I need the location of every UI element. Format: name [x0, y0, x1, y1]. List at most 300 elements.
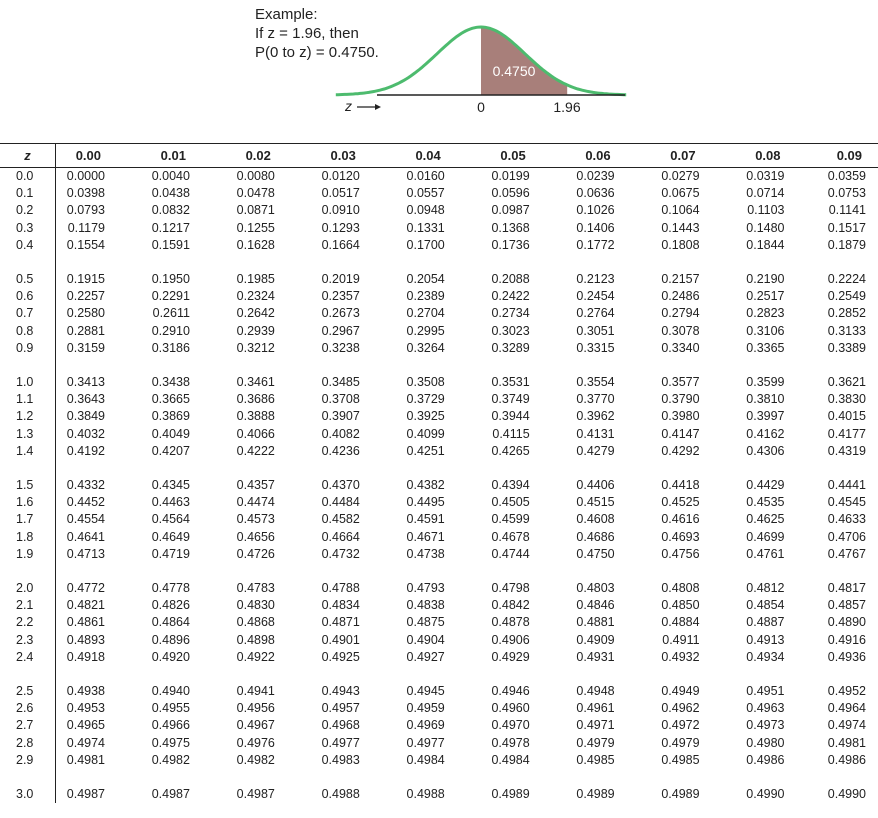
table-row [0, 391, 878, 408]
probability-cell: 0.4989 [661, 787, 700, 802]
probability-cell: 0.1736 [491, 237, 530, 252]
probability-cell: 0.4932 [661, 649, 700, 664]
table-row [0, 340, 878, 357]
probability-cell: 0.2190 [746, 272, 785, 287]
probability-cell: 0.4875 [406, 615, 445, 630]
probability-cell: 0.4884 [661, 615, 700, 630]
z-value-cell: 1.5 [0, 477, 56, 494]
spacer-cell [311, 254, 396, 271]
probability-cell: 0.4982 [151, 752, 190, 767]
spacer-cell [0, 357, 56, 374]
probability-cell: 0.1179 [67, 220, 105, 235]
probability-cell: 0.3264 [406, 340, 445, 355]
spacer-cell [56, 666, 142, 683]
probability-cell: 0.4898 [236, 632, 275, 647]
table-row [0, 683, 878, 700]
z-value-cell: 1.9 [0, 546, 56, 563]
probability-cell: 0.4964 [827, 701, 866, 716]
probability-cell: 0.1103 [747, 203, 785, 218]
spacer-cell [396, 460, 481, 477]
probability-cell: 0.3665 [151, 392, 190, 407]
z-value-cell: 0.4 [0, 237, 56, 254]
table-row [0, 614, 878, 631]
probability-cell: 0.0948 [406, 203, 445, 218]
probability-cell: 0.4788 [321, 581, 360, 596]
probability-cell: 0.4484 [321, 495, 360, 510]
spacer-cell [0, 666, 56, 683]
probability-cell: 0.4959 [406, 701, 445, 716]
probability-cell: 0.0793 [66, 203, 105, 218]
probability-cell: 0.4664 [321, 529, 360, 544]
probability-cell: 0.4505 [491, 495, 530, 510]
table-row [0, 511, 878, 528]
probability-cell: 0.4838 [406, 598, 445, 613]
probability-cell: 0.2823 [746, 306, 785, 321]
probability-cell: 0.4015 [827, 409, 866, 424]
probability-cell: 0.4962 [661, 701, 700, 716]
spacer-cell [311, 357, 396, 374]
probability-cell: 0.4990 [746, 787, 785, 802]
probability-cell: 0.3577 [661, 375, 700, 390]
probability-cell: 0.4641 [66, 529, 105, 544]
probability-cell: 0.4943 [321, 684, 360, 699]
probability-cell: 0.2852 [827, 306, 866, 321]
probability-cell: 0.4131 [576, 426, 615, 441]
probability-cell: 0.4878 [491, 615, 530, 630]
probability-cell: 0.4881 [576, 615, 615, 630]
probability-cell: 0.2734 [491, 306, 530, 321]
spacer-cell [56, 357, 142, 374]
probability-cell: 0.4678 [491, 529, 530, 544]
spacer-cell [651, 357, 736, 374]
probability-cell: 0.0398 [66, 186, 105, 201]
spacer-cell [226, 357, 311, 374]
z-axis-label: z [345, 98, 352, 114]
probability-cell: 0.4976 [236, 735, 275, 750]
probability-cell: 0.4987 [236, 787, 275, 802]
z-value-cell: 1.2 [0, 408, 56, 425]
spacer-cell [141, 563, 226, 580]
z-value-cell: 2.5 [0, 683, 56, 700]
spacer-cell [481, 460, 566, 477]
probability-cell: 0.0832 [151, 203, 190, 218]
example-condition-text: If z = 1.96, then [255, 25, 359, 42]
probability-cell: 0.4834 [321, 598, 360, 613]
probability-cell: 0.1141 [828, 203, 866, 218]
probability-cell: 0.1443 [661, 220, 700, 235]
probability-cell: 0.4671 [406, 529, 445, 544]
probability-cell: 0.4846 [576, 598, 615, 613]
probability-cell: 0.4783 [236, 581, 275, 596]
spacer-cell [651, 254, 736, 271]
probability-cell: 0.4474 [236, 495, 275, 510]
probability-cell: 0.3186 [151, 340, 190, 355]
probability-cell: 0.4066 [236, 426, 275, 441]
table-row [0, 271, 878, 288]
probability-cell: 0.4756 [661, 546, 700, 561]
probability-cell: 0.4901 [321, 632, 360, 647]
probability-cell: 0.4049 [151, 426, 190, 441]
probability-cell: 0.0871 [236, 203, 275, 218]
probability-cell: 0.4957 [321, 701, 360, 716]
probability-cell: 0.3051 [576, 323, 615, 338]
table-row [0, 632, 878, 649]
probability-cell: 0.4988 [406, 787, 445, 802]
spacer-cell [396, 769, 481, 786]
probability-cell: 0.4345 [151, 478, 190, 493]
spacer-cell [821, 357, 878, 374]
probability-cell: 0.0359 [827, 169, 866, 183]
probability-cell: 0.4582 [321, 512, 360, 527]
probability-cell: 0.4236 [321, 443, 360, 458]
probability-cell: 0.2123 [576, 272, 615, 287]
z-value-cell: 2.7 [0, 717, 56, 734]
probability-cell: 0.1700 [406, 237, 445, 252]
probability-cell: 0.0319 [746, 169, 785, 183]
probability-cell: 0.4960 [491, 701, 530, 716]
z-table [0, 143, 878, 803]
example-result: P(0 to z) = 0.4750. [255, 44, 379, 61]
header-row [0, 144, 878, 168]
z-value-cell: 2.6 [0, 700, 56, 717]
probability-cell: 0.4864 [151, 615, 190, 630]
z-value-cell: 0.1 [0, 185, 56, 202]
probability-cell: 0.0040 [151, 169, 190, 183]
probability-cell: 0.2224 [827, 272, 866, 287]
probability-cell: 0.4904 [406, 632, 445, 647]
spacer-cell [226, 563, 311, 580]
probability-cell: 0.0753 [827, 186, 866, 201]
z-value-cell: 1.3 [0, 426, 56, 443]
probability-cell: 0.0120 [321, 169, 360, 183]
probability-cell: 0.4251 [406, 443, 445, 458]
probability-cell: 0.4984 [491, 752, 530, 767]
normal-curve-figure [0, 0, 878, 130]
probability-cell: 0.4744 [491, 546, 530, 561]
probability-cell: 0.4115 [492, 426, 530, 441]
probability-cell: 0.4625 [746, 512, 785, 527]
z-value-cell: 0.7 [0, 305, 56, 322]
probability-cell: 0.4693 [661, 529, 700, 544]
probability-cell: 0.4931 [576, 649, 615, 664]
probability-cell: 0.3907 [321, 409, 360, 424]
probability-cell: 0.1628 [236, 237, 275, 252]
table-row [0, 717, 878, 734]
probability-cell: 0.3849 [66, 409, 105, 424]
probability-cell: 0.0438 [151, 186, 190, 201]
probability-cell: 0.2642 [236, 306, 275, 321]
spacer-cell [566, 666, 651, 683]
table-row [0, 752, 878, 769]
probability-cell: 0.4978 [491, 735, 530, 750]
table-row [0, 494, 878, 511]
probability-cell: 0.3106 [746, 323, 785, 338]
probability-cell: 0.4925 [321, 649, 360, 664]
probability-cell: 0.4981 [827, 735, 866, 750]
probability-cell: 0.2324 [236, 289, 275, 304]
probability-cell: 0.4545 [827, 495, 866, 510]
probability-cell: 0.3997 [746, 409, 785, 424]
probability-cell: 0.3962 [576, 409, 615, 424]
probability-cell: 0.1808 [661, 237, 700, 252]
probability-cell: 0.3749 [491, 392, 530, 407]
column-header: 0.05 [481, 144, 566, 168]
probability-cell: 0.2517 [746, 289, 785, 304]
column-header: 0.01 [141, 144, 226, 168]
probability-cell: 0.4147 [661, 426, 700, 441]
spacer-cell [651, 460, 736, 477]
probability-cell: 0.0596 [491, 186, 530, 201]
table-row [0, 323, 878, 340]
probability-cell: 0.2764 [576, 306, 615, 321]
probability-cell: 0.4826 [151, 598, 190, 613]
probability-cell: 0.2939 [236, 323, 275, 338]
probability-cell: 0.4979 [576, 735, 615, 750]
probability-cell: 0.3686 [236, 392, 275, 407]
probability-cell: 0.4940 [151, 684, 190, 699]
probability-cell: 0.3133 [827, 323, 866, 338]
spacer-cell [736, 666, 821, 683]
probability-cell: 0.4983 [321, 752, 360, 767]
probability-cell: 0.1480 [746, 220, 785, 235]
probability-cell: 0.4868 [236, 615, 275, 630]
group-spacer [0, 357, 878, 374]
probability-cell: 0.2422 [491, 289, 530, 304]
area-label: 0.4750 [492, 63, 536, 79]
probability-cell: 0.1517 [827, 220, 866, 235]
probability-cell: 0.3729 [406, 392, 445, 407]
probability-cell: 0.3830 [827, 392, 866, 407]
probability-cell: 0.4738 [406, 546, 445, 561]
table-row [0, 220, 878, 237]
probability-cell: 0.4726 [236, 546, 275, 561]
probability-cell: 0.1879 [827, 237, 866, 252]
probability-cell: 0.2995 [406, 323, 445, 338]
spacer-cell [0, 563, 56, 580]
probability-cell: 0.3159 [66, 340, 105, 355]
probability-cell: 0.4292 [661, 443, 700, 458]
probability-cell: 0.4761 [746, 546, 785, 561]
probability-cell: 0.4649 [151, 529, 190, 544]
probability-cell: 0.3980 [661, 409, 700, 424]
spacer-cell [566, 460, 651, 477]
probability-cell: 0.3770 [576, 392, 615, 407]
probability-cell: 0.4985 [576, 752, 615, 767]
probability-cell: 0.4812 [746, 581, 785, 596]
z-value-cell: 2.3 [0, 632, 56, 649]
spacer-cell [56, 460, 142, 477]
spacer-cell [736, 460, 821, 477]
spacer-cell [141, 666, 226, 683]
probability-cell: 0.3790 [661, 392, 700, 407]
probability-cell: 0.2580 [66, 306, 105, 321]
group-spacer [0, 254, 878, 271]
probability-cell: 0.4922 [236, 649, 275, 664]
probability-cell: 0.0239 [576, 169, 615, 183]
spacer-cell [226, 254, 311, 271]
table-row [0, 408, 878, 425]
probability-cell: 0.4989 [491, 787, 530, 802]
probability-cell: 0.4495 [406, 495, 445, 510]
spacer-cell [56, 563, 142, 580]
probability-cell: 0.4951 [746, 684, 785, 699]
z-value-cell: 0.2 [0, 202, 56, 219]
probability-cell: 0.4706 [827, 529, 866, 544]
column-header: 0.03 [311, 144, 396, 168]
probability-cell: 0.4974 [66, 735, 105, 750]
probability-cell: 0.4418 [661, 478, 700, 493]
z-value-cell: 2.4 [0, 649, 56, 666]
probability-cell: 0.3365 [746, 340, 785, 355]
probability-cell: 0.2454 [576, 289, 615, 304]
probability-cell: 0.4830 [236, 598, 275, 613]
probability-cell: 0.4987 [151, 787, 190, 802]
column-header: 0.04 [396, 144, 481, 168]
spacer-cell [821, 563, 878, 580]
probability-cell: 0.2257 [66, 289, 105, 304]
probability-cell: 0.4686 [576, 529, 615, 544]
table-row [0, 288, 878, 305]
probability-cell: 0.4857 [827, 598, 866, 613]
probability-cell: 0.4821 [66, 598, 105, 613]
probability-cell: 0.4306 [746, 443, 785, 458]
z-value-cell: 0.6 [0, 288, 56, 305]
probability-cell: 0.4970 [491, 718, 530, 733]
table-row [0, 185, 878, 202]
probability-cell: 0.4778 [151, 581, 190, 596]
probability-cell: 0.1064 [661, 203, 700, 218]
probability-cell: 0.0279 [661, 169, 700, 183]
probability-cell: 0.3078 [661, 323, 700, 338]
probability-cell: 0.2673 [321, 306, 360, 321]
z-value-cell: 1.1 [0, 391, 56, 408]
probability-cell: 0.4177 [827, 426, 866, 441]
probability-cell: 0.4591 [406, 512, 445, 527]
probability-cell: 0.4463 [151, 495, 190, 510]
probability-cell: 0.2291 [151, 289, 190, 304]
probability-cell: 0.4032 [66, 426, 105, 441]
probability-cell: 0.4382 [406, 478, 445, 493]
probability-cell: 0.0160 [406, 169, 445, 183]
z-table-body [0, 168, 878, 804]
probability-cell: 0.4713 [66, 546, 105, 561]
probability-cell: 0.4941 [236, 684, 275, 699]
group-spacer [0, 769, 878, 786]
probability-cell: 0.4916 [827, 632, 866, 647]
probability-cell: 0.4982 [236, 752, 275, 767]
probability-cell: 0.3315 [576, 340, 615, 355]
probability-cell: 0.3508 [406, 375, 445, 390]
spacer-cell [821, 769, 878, 786]
probability-cell: 0.4975 [151, 735, 190, 750]
probability-cell: 0.3238 [321, 340, 360, 355]
z-value-cell: 1.8 [0, 529, 56, 546]
probability-cell: 0.3413 [66, 375, 105, 390]
probability-cell: 0.4279 [576, 443, 615, 458]
z-value-cell: 2.8 [0, 735, 56, 752]
probability-cell: 0.4656 [236, 529, 275, 544]
probability-cell: 0.2881 [66, 323, 105, 338]
probability-cell: 0.2910 [151, 323, 190, 338]
column-header: 0.09 [821, 144, 878, 168]
probability-cell: 0.3554 [576, 375, 615, 390]
spacer-cell [651, 666, 736, 683]
probability-cell: 0.2967 [321, 323, 360, 338]
probability-cell: 0.3643 [66, 392, 105, 407]
spacer-cell [0, 254, 56, 271]
probability-cell: 0.4985 [661, 752, 700, 767]
probability-cell: 0.0557 [406, 186, 445, 201]
probability-cell: 0.2704 [406, 306, 445, 321]
z-value-cell: 2.0 [0, 580, 56, 597]
probability-cell: 0.4082 [321, 426, 360, 441]
probability-cell: 0.3888 [236, 409, 275, 424]
table-row [0, 700, 878, 717]
probability-cell: 0.1664 [321, 237, 360, 252]
z-value-cell: 0.5 [0, 271, 56, 288]
probability-cell: 0.4972 [661, 718, 700, 733]
probability-cell: 0.3869 [151, 409, 190, 424]
probability-cell: 0.4192 [66, 443, 105, 458]
probability-cell: 0.4394 [491, 478, 530, 493]
probability-cell: 0.3212 [236, 340, 275, 355]
z-value-cell: 1.6 [0, 494, 56, 511]
spacer-cell [481, 769, 566, 786]
probability-cell: 0.4535 [746, 495, 785, 510]
spacer-cell [311, 460, 396, 477]
probability-cell: 0.4599 [491, 512, 530, 527]
probability-cell: 0.0714 [746, 186, 785, 201]
probability-cell: 0.1293 [321, 220, 360, 235]
probability-cell: 0.1844 [746, 237, 785, 252]
probability-cell: 0.4949 [661, 684, 700, 699]
table-row [0, 597, 878, 614]
probability-cell: 0.4207 [151, 443, 190, 458]
spacer-cell [651, 769, 736, 786]
probability-cell: 0.4608 [576, 512, 615, 527]
probability-cell: 0.4441 [827, 478, 866, 493]
spacer-cell [566, 563, 651, 580]
spacer-cell [481, 666, 566, 683]
z-value-cell: 0.8 [0, 323, 56, 340]
z-arrow-head [375, 104, 381, 110]
probability-cell: 0.3023 [491, 323, 530, 338]
probability-cell: 0.4803 [576, 581, 615, 596]
table-row [0, 202, 878, 219]
group-spacer [0, 460, 878, 477]
table-row [0, 168, 878, 186]
probability-cell: 0.4633 [827, 512, 866, 527]
probability-cell: 0.4945 [406, 684, 445, 699]
probability-cell: 0.3485 [321, 375, 360, 390]
spacer-cell [0, 769, 56, 786]
z-value-cell: 0.0 [0, 168, 56, 186]
probability-cell: 0.1950 [151, 272, 190, 287]
probability-cell: 0.0000 [66, 169, 105, 183]
spacer-cell [481, 563, 566, 580]
spacer-cell [566, 357, 651, 374]
probability-cell: 0.0478 [236, 186, 275, 201]
probability-cell: 0.4980 [746, 735, 785, 750]
probability-cell: 0.3531 [491, 375, 530, 390]
probability-cell: 0.4871 [321, 615, 360, 630]
probability-cell: 0.4842 [491, 598, 530, 613]
probability-cell: 0.4861 [66, 615, 105, 630]
spacer-cell [481, 357, 566, 374]
table-row [0, 786, 878, 803]
probability-cell: 0.3621 [827, 375, 866, 390]
mean-label: 0 [477, 99, 485, 115]
